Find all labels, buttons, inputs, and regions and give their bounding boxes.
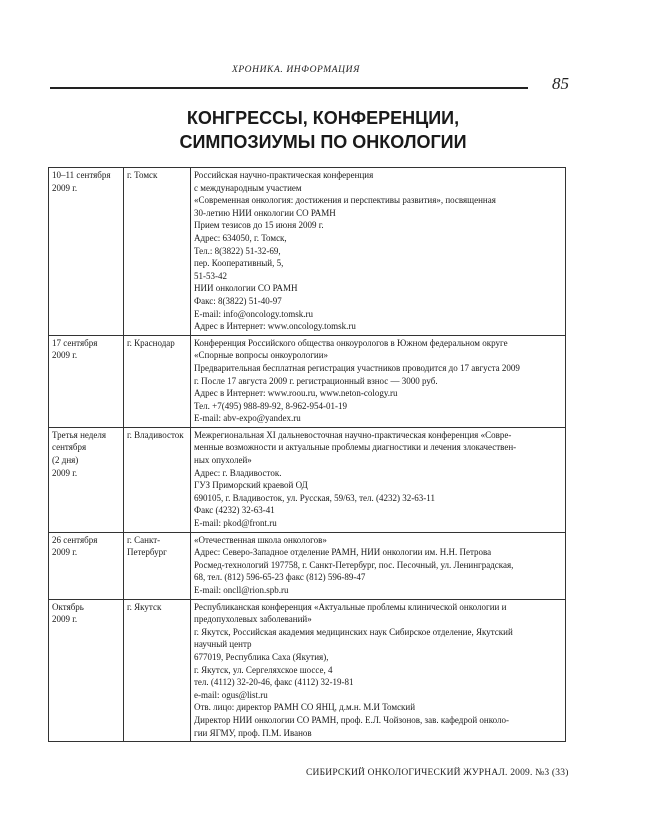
event-info-line: пер. Кооперативный, 5, xyxy=(194,258,284,269)
event-row xyxy=(49,599,566,742)
event-info-line: E-mail: abv-expo@yandex.ru xyxy=(194,413,301,424)
event-city-cell xyxy=(124,168,191,336)
event-city-cell xyxy=(124,427,191,532)
event-info-line: Республиканская конференция «Актуальные проблемы клинической онкологии и xyxy=(194,601,507,612)
event-info-cell xyxy=(191,168,566,336)
event-city-cell xyxy=(124,335,191,427)
event-info-line: Факс (4232) 32-63-41 xyxy=(194,505,275,516)
event-info-line: «Спорные вопросы онкоурологии» xyxy=(194,350,329,361)
event-info-line: менные возможности и актуальные проблемы диагностики и лечения злокачествен- xyxy=(194,442,517,453)
event-city-line: г. Владивосток xyxy=(127,429,184,440)
event-row xyxy=(49,168,566,336)
event-info-line: Росмед-технологий 197758, г. Санкт-Петербург, пос. Песочный, ул. Ленинградская, xyxy=(194,559,514,570)
event-info-line: Факс: 8(3822) 51-40-97 xyxy=(194,295,282,306)
event-info-line: E-mail: pkod@front.ru xyxy=(194,518,277,529)
event-city-line: Петербург xyxy=(127,547,167,558)
event-info-line: Директор НИИ онкологии СО РАМН, проф. Е.Л. Чойзонов, зав. кафедрой онколо- xyxy=(194,714,510,725)
event-info-line: 677019, Республика Саха (Якутия), xyxy=(194,651,329,662)
event-info-line: Тел. +7(495) 988-89-92, 8-962-954-01-19 xyxy=(194,400,347,411)
event-info-line: тел. (4112) 32-20-46, факс (4112) 32-19-81 xyxy=(194,677,354,688)
event-info-line: Адрес: г. Владивосток. xyxy=(194,467,282,478)
event-date-line: (2 дня) xyxy=(52,455,79,466)
event-info-line: Предварительная бесплатная регистрация участников проводится до 17 августа 2009 xyxy=(194,362,520,373)
event-info-line: Межрегиональная XI дальневосточная научно-практическая конференция «Совре- xyxy=(194,429,512,440)
page-title-line: КОНГРЕССЫ, КОНФЕРЕНЦИИ, xyxy=(186,108,460,128)
event-city-line: г. Краснодар xyxy=(127,337,175,348)
event-date-cell xyxy=(49,335,124,427)
event-info-line: г. Якутск, Российская академия медицинских наук Сибирское отделение, Якутский xyxy=(194,626,513,637)
event-info-line: Отв. лицо: директор РАМН СО ЯНЦ, д.м.н. М.И Томский xyxy=(194,702,416,713)
event-info-line: Прием тезисов до 15 июня 2009 г. xyxy=(194,220,324,231)
event-date-line: 26 сентября xyxy=(52,534,98,545)
page-title xyxy=(0,106,646,154)
event-city-cell xyxy=(124,532,191,599)
event-info-line: E-mail: oncll@rion.spb.ru xyxy=(194,585,289,595)
event-date-cell xyxy=(49,427,124,532)
event-city-line: г. Томск xyxy=(127,170,158,180)
event-date-line: Третья неделя xyxy=(52,429,106,440)
event-date-line: 17 сентября xyxy=(52,337,98,348)
event-date-line: Октябрь xyxy=(52,601,84,612)
event-info-cell xyxy=(191,427,566,532)
event-info-line: 690105, г. Владивосток, ул. Русская, 59/63, тел. (4232) 32-63-11 xyxy=(194,492,435,503)
running-head: ХРОНИКА. ИНФОРМАЦИЯ xyxy=(232,65,360,75)
event-date-line: 2009 г. xyxy=(52,467,78,478)
event-date-line: сентября xyxy=(52,442,87,453)
event-row xyxy=(49,427,566,532)
header-rule xyxy=(50,87,528,89)
event-info-line: 30-летию НИИ онкологии СО РАМН xyxy=(194,207,336,218)
event-info-line: Адрес в Интернет: www.oncology.tomsk.ru xyxy=(194,321,356,332)
event-info-line: гии ЯГМУ, проф. П.М. Иванов xyxy=(194,727,312,738)
event-info-line: ГУЗ Приморский краевой ОД xyxy=(194,480,308,491)
event-row xyxy=(49,335,566,427)
event-date-line: 2009 г. xyxy=(52,547,78,558)
event-info-line: Российская научно-практическая конференция xyxy=(194,170,374,180)
event-info-line: «Современная онкология: достижения и перспективы развития», посвященная xyxy=(194,195,496,206)
event-info-line: e-mail: ogus@list.ru xyxy=(194,689,268,700)
page-number: 85 xyxy=(552,74,569,93)
event-info-line: «Отечественная школа онкологов» xyxy=(194,534,327,545)
event-date-line: 10–11 сентября xyxy=(52,170,111,180)
event-date-line: 2009 г. xyxy=(52,614,78,625)
event-info-line: ных опухолей» xyxy=(194,455,252,466)
event-row xyxy=(49,532,566,599)
event-info-line: 68, тел. (812) 596-65-23 факс (812) 596-89-47 xyxy=(194,572,366,583)
event-info-line: E-mail: info@oncology.tomsk.ru xyxy=(194,308,313,319)
event-date-line: 2009 г. xyxy=(52,350,78,361)
event-date-cell xyxy=(49,599,124,742)
event-info-line: НИИ онкологии СО РАМН xyxy=(194,283,298,294)
event-info-cell xyxy=(191,335,566,427)
event-info-line: с международным участием xyxy=(194,182,302,193)
event-date-cell xyxy=(49,532,124,599)
event-info-line: г. Якутск, ул. Сергеляхское шоссе, 4 xyxy=(194,664,333,675)
event-info-line: научный центр xyxy=(194,639,252,650)
event-city-line: г. Якутск xyxy=(127,601,162,612)
event-date-cell xyxy=(49,168,124,336)
event-info-line: 51-53-42 xyxy=(194,270,227,281)
event-city-cell xyxy=(124,599,191,742)
event-info-line: Адрес в Интернет: www.roou.ru, www.neton-cology.ru xyxy=(194,388,398,399)
event-info-line: Конференция Российского общества онкоурологов в Южном федеральном округе xyxy=(194,337,508,348)
page-title-line: СИМПОЗИУМЫ ПО ОНКОЛОГИИ xyxy=(179,132,467,152)
events-table xyxy=(48,167,566,742)
event-info-line: Тел.: 8(3822) 51-32-69, xyxy=(194,245,281,256)
event-info-cell xyxy=(191,532,566,599)
event-city-line: г. Санкт- xyxy=(127,534,161,545)
event-info-line: Адрес: 634050, г. Томск, xyxy=(194,232,287,243)
event-info-line: Адрес: Северо-Западное отделение РАМН, НИИ онкологии им. Н.Н. Петрова xyxy=(194,547,492,558)
event-info-cell xyxy=(191,599,566,742)
event-date-line: 2009 г. xyxy=(52,182,78,193)
journal-footer: СИБИРСКИЙ ОНКОЛОГИЧЕСКИЙ ЖУРНАЛ. 2009. №3 (33) xyxy=(306,768,569,778)
event-info-line: г. После 17 августа 2009 г. регистрационный взнос — 3000 руб. xyxy=(194,375,438,386)
event-info-line: предопухолевых заболеваний» xyxy=(194,614,312,625)
